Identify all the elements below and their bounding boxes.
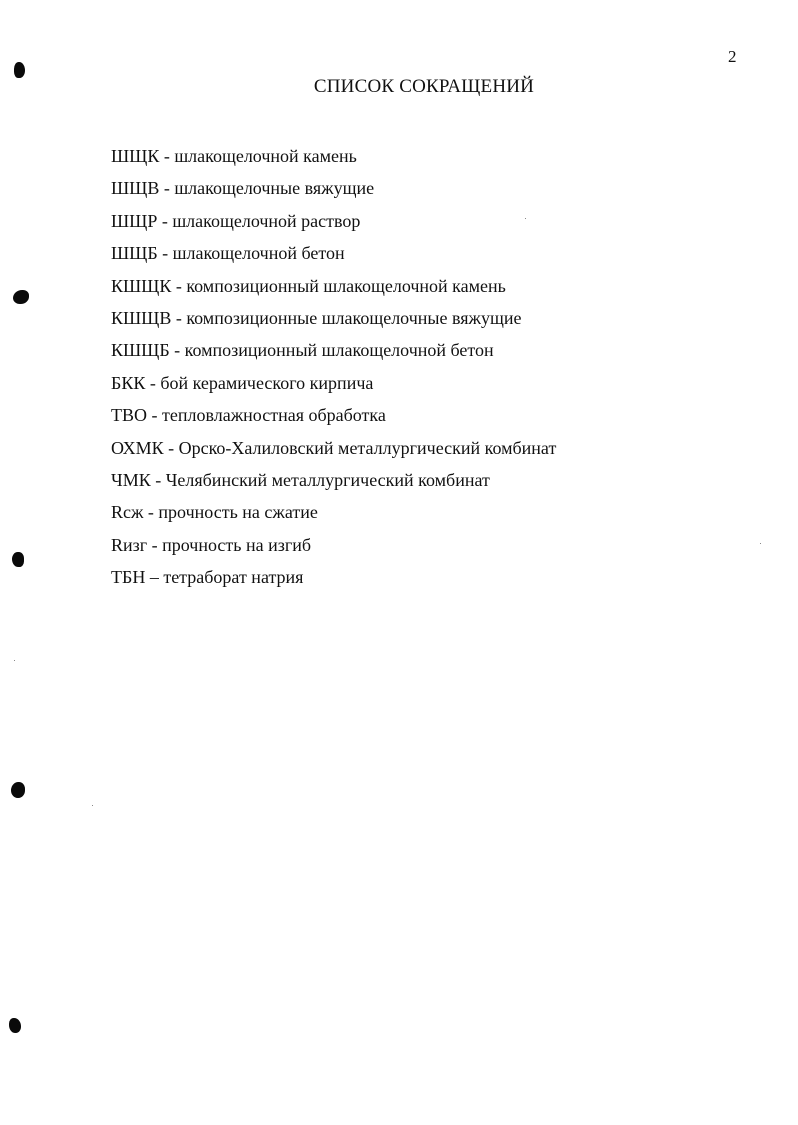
page-number: 2 bbox=[728, 47, 737, 66]
punch-hole-mark bbox=[9, 1018, 21, 1033]
page-title: СПИСОК СОКРАЩЕНИЙ bbox=[313, 76, 535, 97]
punch-hole-mark bbox=[11, 782, 25, 798]
abbreviation-item: ЧМК - Челябинский металлургический комбинат bbox=[111, 470, 490, 491]
scan-speck bbox=[14, 660, 15, 661]
abbreviation-item: Rизг - прочность на изгиб bbox=[111, 534, 312, 555]
abbreviation-item: ТВО - тепловлажностная обработка bbox=[111, 405, 386, 426]
abbreviation-item: Rсж - прочность на сжатие bbox=[111, 502, 318, 523]
abbreviation-item: КШЩБ - композиционный шлакощелочной бетон bbox=[111, 340, 494, 361]
punch-hole-mark bbox=[12, 552, 24, 567]
scan-speck bbox=[92, 805, 93, 806]
abbreviation-item: ШЩК - шлакощелочной камень bbox=[111, 146, 357, 166]
scan-speck bbox=[760, 543, 761, 544]
punch-hole-mark bbox=[13, 290, 29, 304]
abbreviation-item: ОХМК - Орско-Халиловский металлургический комбинат bbox=[111, 437, 557, 458]
abbreviation-item: КШЩВ - композиционные шлакощелочные вяжущие bbox=[111, 308, 522, 329]
abbreviation-list bbox=[111, 140, 556, 594]
abbreviation-item: БКК - бой керамического кирпича bbox=[111, 372, 374, 393]
abbreviation-item: ШЩР - шлакощелочной раствор bbox=[111, 210, 361, 231]
abbreviation-item: ШЩВ - шлакощелочные вяжущие bbox=[111, 178, 375, 199]
abbreviation-item: КШЩК - композиционный шлакощелочной камень bbox=[111, 275, 506, 296]
abbreviation-item: ТБН – тетраборат натрия bbox=[111, 567, 304, 588]
abbreviation-item: ШЩБ - шлакощелочной бетон bbox=[111, 243, 345, 264]
